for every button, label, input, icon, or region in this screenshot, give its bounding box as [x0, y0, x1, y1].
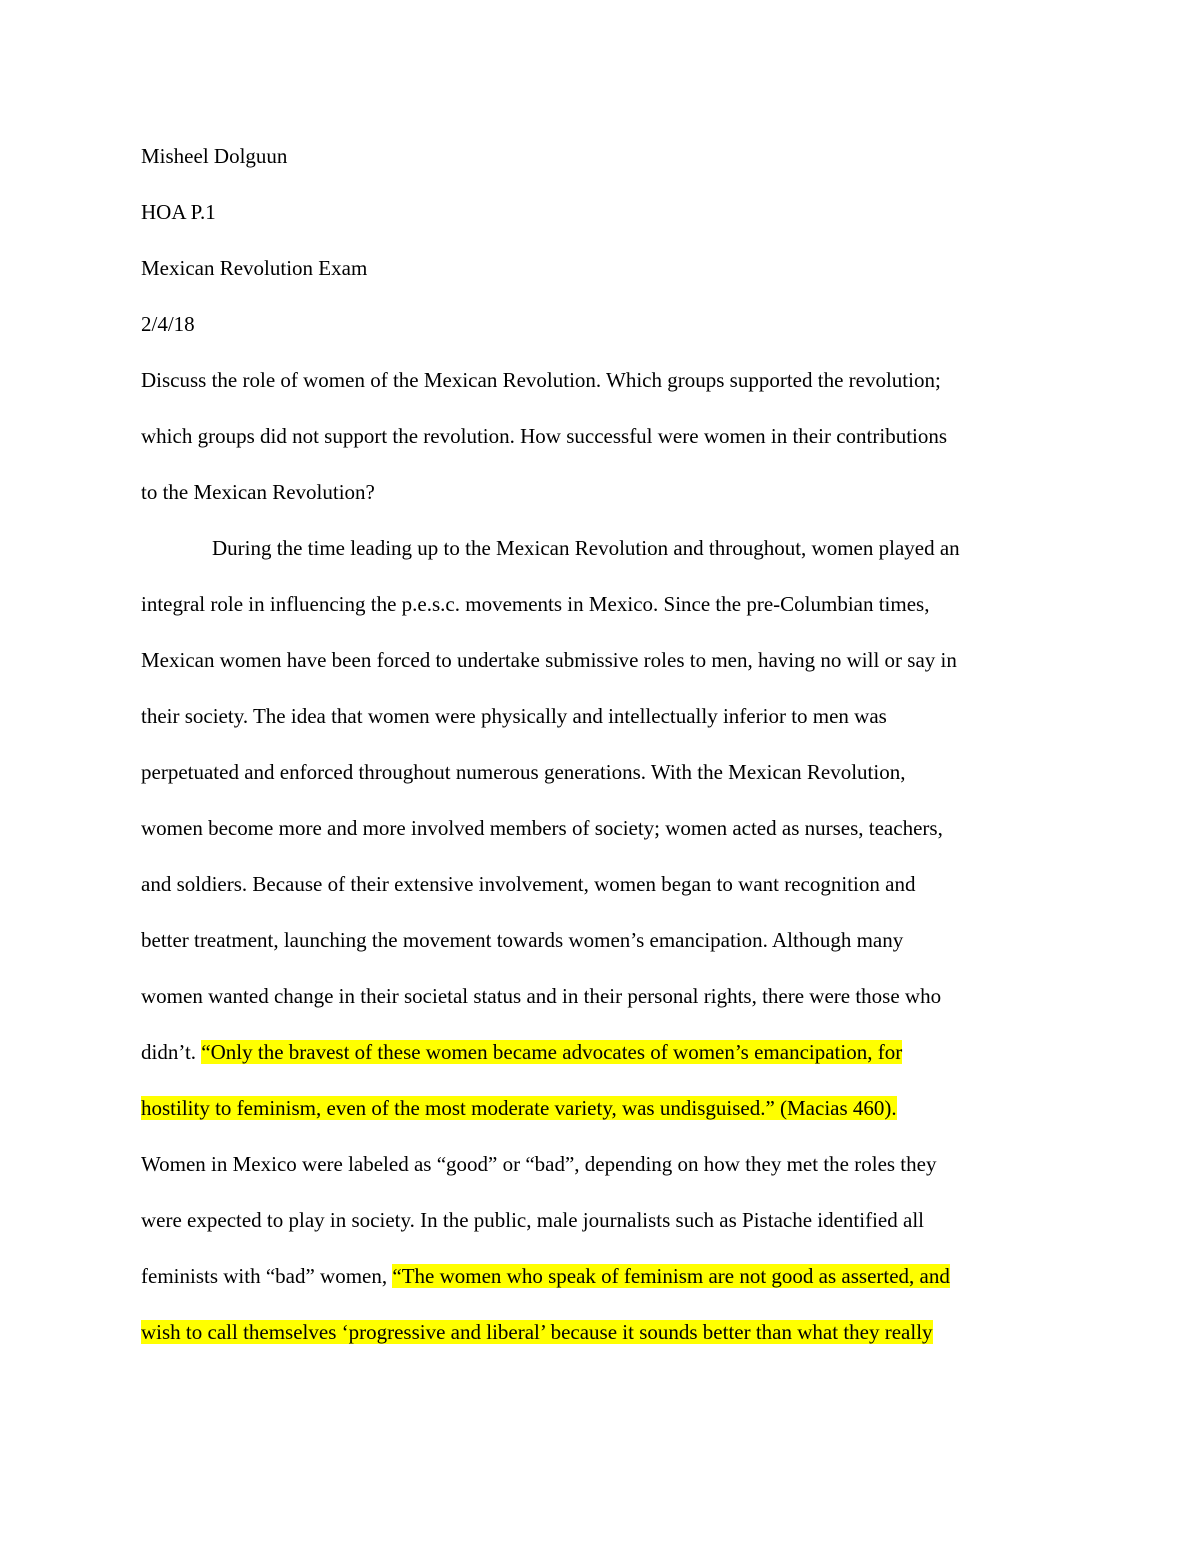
- date: 2/4/18: [141, 312, 195, 336]
- body-line: [141, 1038, 902, 1066]
- body-line: and soldiers. Because of their extensive involvement, women began to want recognition and: [141, 872, 916, 896]
- body-line: [141, 1318, 933, 1346]
- highlighted-quote: “The women who speak of feminism are not good as asserted, and: [392, 1264, 950, 1288]
- body-line: Mexican women have been forced to undertake submissive roles to men, having no will or say in: [141, 648, 957, 672]
- body-text: didn’t.: [141, 1040, 202, 1064]
- author-name: Misheel Dolguun: [141, 144, 288, 168]
- body-line: [141, 1094, 897, 1122]
- body-text: feminists with “bad” women,: [141, 1264, 393, 1288]
- body-line: better treatment, launching the movement towards women’s emancipation. Although many: [141, 928, 904, 952]
- highlighted-quote: hostility to feminism, even of the most moderate variety, was undisguised.” (Macias 460).: [141, 1096, 897, 1120]
- body-line: women wanted change in their societal status and in their personal rights, there were those who: [141, 984, 942, 1008]
- body-line: women become more and more involved members of society; women acted as nurses, teachers,: [141, 816, 943, 840]
- body-line: their society. The idea that women were physically and intellectually inferior to men was: [141, 704, 887, 728]
- prompt-line: Discuss the role of women of the Mexican Revolution. Which groups supported the revolution;: [141, 368, 941, 392]
- body-line: Women in Mexico were labeled as “good” or “bad”, depending on how they met the roles they: [141, 1152, 937, 1176]
- class-period: HOA P.1: [141, 200, 216, 224]
- body-line: During the time leading up to the Mexican Revolution and throughout, women played an: [212, 536, 960, 560]
- body-line: integral role in influencing the p.e.s.c. movements in Mexico. Since the pre-Columbian times,: [141, 592, 930, 616]
- prompt-line: which groups did not support the revolution. How successful were women in their contributions: [141, 424, 948, 448]
- highlighted-quote: wish to call themselves ‘progressive and liberal’ because it sounds better than what they really: [141, 1320, 933, 1344]
- assignment-title: Mexican Revolution Exam: [141, 256, 368, 280]
- body-line: perpetuated and enforced throughout numerous generations. With the Mexican Revolution,: [141, 760, 906, 784]
- body-line: [141, 1262, 950, 1290]
- prompt-line: to the Mexican Revolution?: [141, 480, 375, 504]
- body-line: were expected to play in society. In the public, male journalists such as Pistache identified all: [141, 1208, 924, 1232]
- highlighted-quote: “Only the bravest of these women became advocates of women’s emancipation, for: [201, 1040, 903, 1064]
